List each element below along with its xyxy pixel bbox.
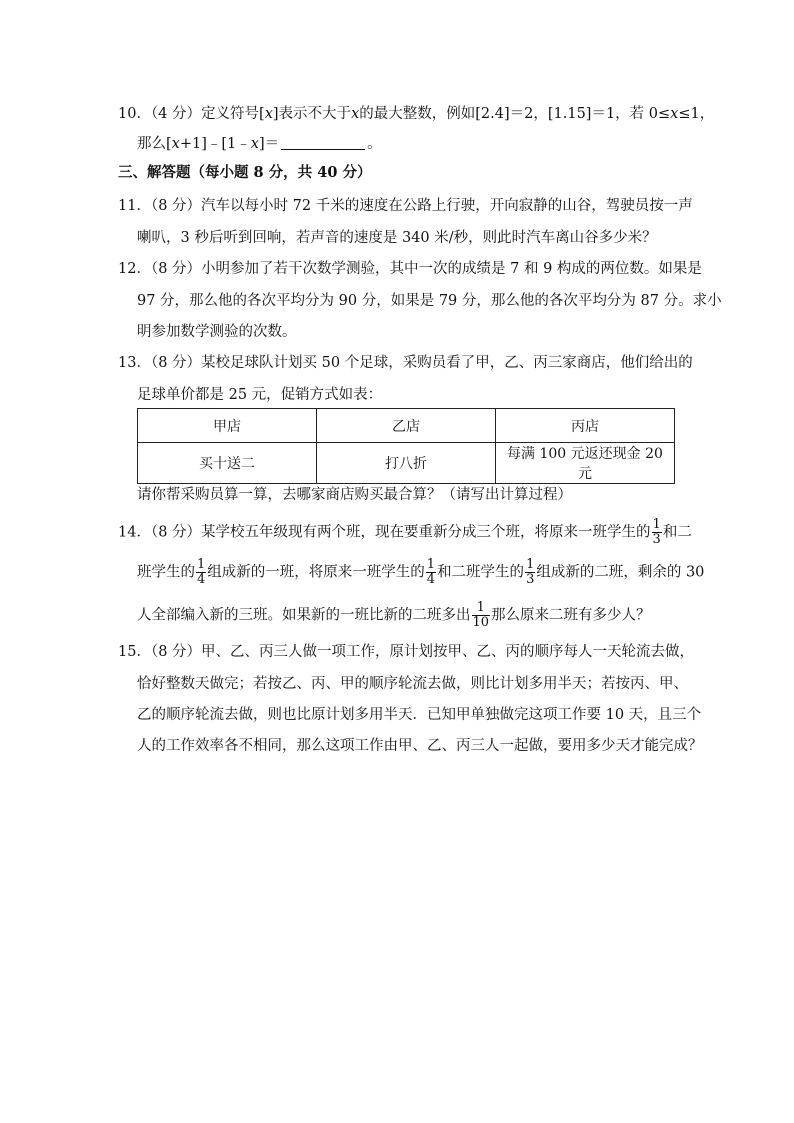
fraction-numerator: 1: [197, 557, 206, 572]
q14-text: 班学生的: [137, 564, 195, 581]
q10-text: ]表示不大于: [272, 106, 352, 122]
q10-text: 那么[: [137, 136, 172, 152]
q10-text: 。: [367, 136, 382, 152]
q14-text: 那么原来二班有多少人？: [491, 607, 651, 624]
q13-line2: 足球单价都是 25 元，促销方式如表：: [137, 387, 383, 403]
table-header-row: [138, 409, 675, 443]
section-heading: 三、解答题（每小题 8 分，共 40 分）: [118, 164, 372, 181]
q15-line1: 15．（8 分）甲、乙、丙三人做一项工作，原计划按甲、乙、丙的顺序每人一天轮流去做，: [118, 644, 695, 660]
q10-line2: [137, 134, 382, 154]
fraction-denominator: 10: [472, 615, 490, 630]
q15-line2: 恰好整数天做完；若按乙、丙、甲的顺序轮流去做，则比计划多用半天；若按丙、甲、: [137, 676, 688, 692]
table-header-cell: 丙店: [496, 409, 675, 443]
var-x: x: [250, 136, 259, 152]
table-cell: 打八折: [317, 443, 496, 484]
q10-text: ]＝: [258, 136, 280, 152]
q14-line3: [137, 601, 651, 630]
fraction-numerator: 1: [426, 557, 436, 572]
q10-text: ≤1，: [678, 106, 715, 122]
q12-line3: 明参加数学测验的次数。: [137, 324, 297, 340]
table-cell: 买十送二: [138, 443, 317, 484]
q13-line1: 13．（8 分）某校足球队计划买 50 个足球，采购员看了甲，乙、丙三家商店，他们给出的: [118, 355, 693, 371]
fraction-denominator: 4: [426, 572, 436, 587]
q14-text: 和二班学生的: [437, 564, 525, 581]
q10-text: +1]﹣[1﹣: [179, 136, 251, 152]
q12-line1: 12．（8 分）小明参加了若干次数学测验，其中一次的成绩是 7 和 9 构成的两位数。如果是: [118, 261, 702, 277]
table-header-cell: 甲店: [138, 409, 317, 443]
var-x: x: [264, 106, 273, 122]
table-cell: 每满 100 元返还现金 20 元: [496, 443, 675, 484]
var-x: x: [351, 106, 360, 122]
q12-line2: 97 分，那么他的各次平均分为 90 分，如果是 79 分，那么他的各次平均分为 87 分。求小: [137, 293, 722, 309]
var-x: x: [670, 106, 679, 122]
table-header-cell: 乙店: [317, 409, 496, 443]
q14-text: 组成新的二班，剩余的 30: [536, 564, 705, 581]
fraction-numerator: 1: [652, 517, 661, 532]
q15-line3: 乙的顺序轮流去做，则也比原计划多用半天．已知甲单独做完这项工作要 10 天，且三个: [137, 707, 702, 723]
fraction-numerator: 1: [526, 557, 535, 572]
q15-line4: 人的工作效率各不相同，那么这项工作由甲、乙、丙三人一起做，要用多少天才能完成？: [137, 738, 703, 754]
q10-text: 的最大整数，例如[2.4]＝2，[1.15]＝1，若 0≤: [359, 106, 671, 122]
fraction-denominator: 3: [652, 532, 661, 547]
q14-line2: [137, 558, 704, 587]
answer-blank[interactable]: [281, 135, 365, 150]
q14-text: 14．（8 分）某学校五年级现有两个班，现在要重新分成三个班，将原来一班学生的: [118, 524, 651, 541]
q10-line1: [118, 104, 714, 124]
q13-line3: 请你帮采购员算一算，去哪家商店购买最合算？（请写出计算过程）: [137, 487, 572, 503]
fraction-denominator: 3: [526, 572, 535, 587]
fraction-one-third: [652, 518, 662, 547]
q11-line2: 喇叭，3 秒后听到回响，若声音的速度是 340 米/秒，则此时汽车离山谷多少米？: [137, 230, 657, 246]
q14-text: 组成新的一班，将原来一班学生的: [207, 564, 425, 581]
fraction-denominator: 4: [197, 572, 206, 587]
fraction-one-quarter: [426, 558, 436, 587]
q14-text: 人全部编入新的三班。如果新的一班比新的二班多出: [137, 607, 471, 624]
fraction-numerator: 1: [472, 601, 491, 616]
q10-text: 10．（4 分）定义符号[: [118, 106, 265, 122]
fraction-one-third: [525, 558, 535, 587]
fraction-one-tenth: [472, 601, 491, 630]
promotion-table: [137, 408, 675, 484]
var-x: x: [171, 136, 180, 152]
q14-line1: [118, 518, 692, 547]
q11-line1: 11．（8 分）汽车以每小时 72 千米的速度在公路上行驶，开向寂静的山谷，驾驶员按一声: [118, 198, 693, 214]
table-row: [138, 443, 675, 484]
fraction-one-quarter: [196, 558, 206, 587]
q14-text: 和二: [662, 524, 692, 541]
